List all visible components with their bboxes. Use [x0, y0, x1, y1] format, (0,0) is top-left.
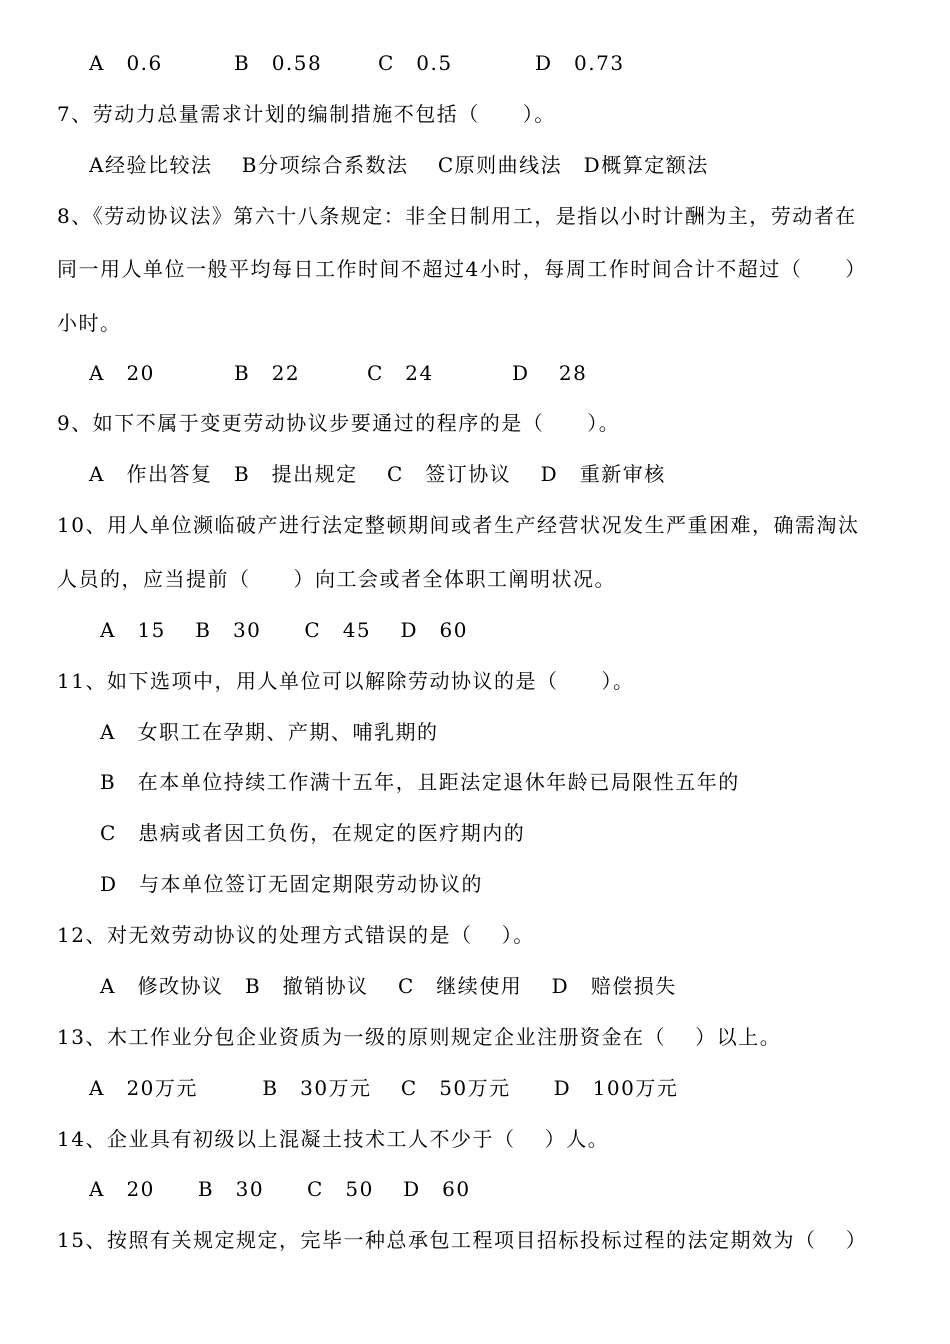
q12-options: A 修改协议 B 撤销协议 C 继续使用 D 赔偿损失	[100, 974, 677, 998]
q11-option-a: A 女职工在孕期、产期、哺乳期的	[100, 720, 439, 744]
q14-options: A 20 B 30 C 50 D 60	[89, 1177, 471, 1201]
q8-option-d: D 28	[512, 361, 588, 385]
q10-stem-line2: 人员的，应当提前（ ）向工会或者全体职工阐明状况。	[57, 567, 616, 591]
q11-option-b: B 在本单位持续工作满十五年，且距法定退休年龄已局限性五年的	[100, 770, 740, 794]
q11-stem: 11、如下选项中，用人单位可以解除劳动协议的是（ ）。	[57, 669, 635, 693]
q8-stem-line3: 小时。	[57, 311, 122, 335]
q8-stem-line2: 同一用人单位一般平均每日工作时间不超过4小时，每周工作时间合计不超过（ ）	[57, 257, 867, 281]
q8-option-b: B 22	[234, 361, 301, 385]
q11-option-d: D 与本单位签订无固定期限劳动协议的	[100, 872, 484, 896]
q13-options: A 20万元 B 30万元 C 50万元 D 100万元	[89, 1076, 679, 1100]
q14-stem: 14、企业具有初级以上混凝土技术工人不少于（ ）人。	[57, 1127, 610, 1151]
q6-option-c: C 0.5	[378, 51, 453, 75]
q7-stem: 7、劳动力总量需求计划的编制措施不包括（ ）。	[57, 102, 556, 126]
q6-option-d: D 0.73	[535, 51, 625, 75]
q6-option-a: A 0.6	[89, 51, 163, 75]
q15-stem: 15、按照有关规定规定，完毕一种总承包工程项目招标投标过程的法定期效为（ ）	[57, 1228, 868, 1252]
q9-stem: 9、如下不属于变更劳动协议步要通过的程序的是（ ）。	[57, 411, 621, 435]
q8-option-c: C 24	[367, 361, 434, 385]
q11-option-c: C 患病或者因工负伤，在规定的医疗期内的	[100, 821, 526, 845]
q9-options: A 作出答复 B 提出规定 C 签订协议 D 重新审核	[89, 462, 666, 486]
q10-options: A 15 B 30 C 45 D 60	[100, 618, 468, 642]
q12-stem: 12、对无效劳动协议的处理方式错误的是（ ）。	[57, 923, 535, 947]
q10-stem-line1: 10、用人单位濒临破产进行法定整顿期间或者生产经营状况发生严重困难，确需淘汰	[57, 513, 860, 537]
q7-options: A经验比较法 B分项综合系数法 C原则曲线法 D概算定额法	[89, 153, 709, 177]
q13-stem: 13、木工作业分包企业资质为一级的原则规定企业注册资金在（ ）以上。	[57, 1025, 782, 1049]
q6-option-b: B 0.58	[234, 51, 323, 75]
q8-option-a: A 20	[89, 361, 155, 385]
q8-stem-line1: 8、《劳动协议法》第六十八条规定：非全日制用工，是指以小时计酬为主，劳动者在	[57, 204, 857, 228]
